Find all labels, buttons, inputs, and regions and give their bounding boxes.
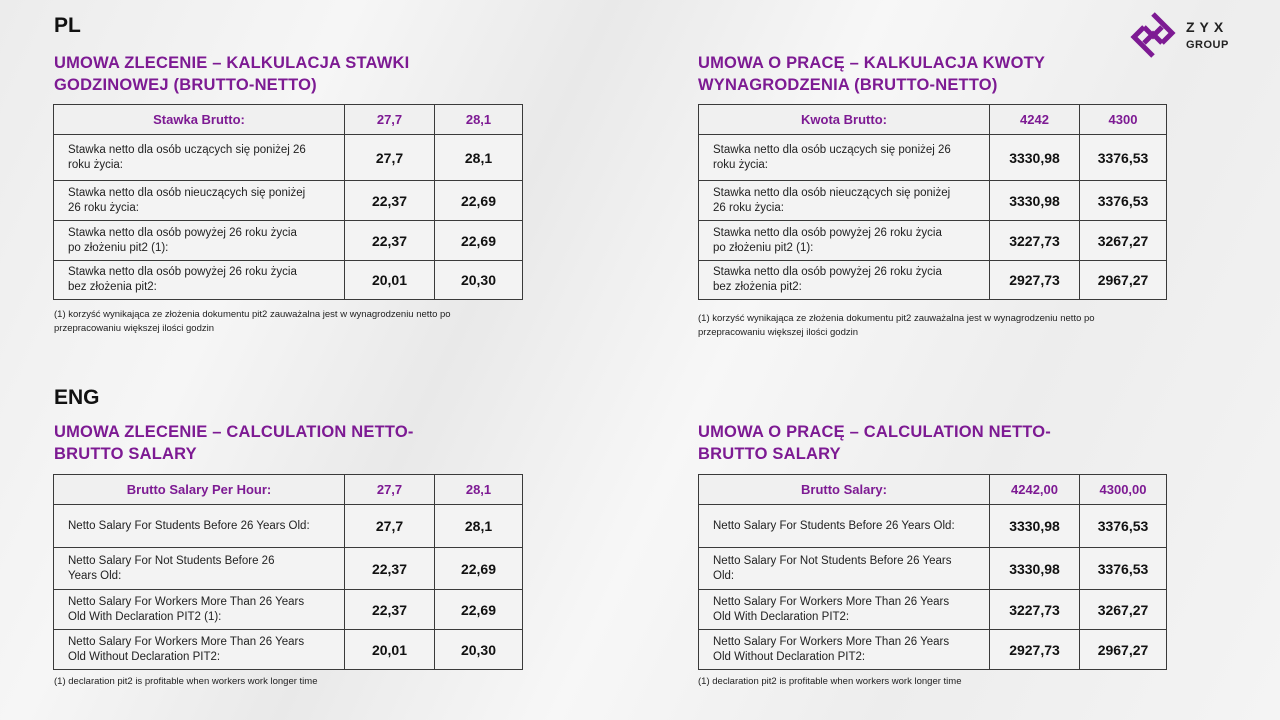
desc-line: Netto Salary For Workers More Than 26 Years [713, 595, 950, 608]
heading-line: WYNAGRODZENIA (BRUTTO-NETTO) [698, 76, 998, 94]
eng-right-heading [698, 421, 1051, 465]
header-value-2: 4300 [1080, 105, 1167, 135]
header-label: Brutto Salary Per Hour: [54, 475, 345, 505]
row-value-2: 20,30 [435, 261, 523, 300]
pl-section-label: PL [54, 14, 81, 37]
header-value-1: 4242,00 [990, 475, 1080, 505]
eng-section-label: ENG [54, 386, 100, 409]
note-line: przepracowaniu większej ilości godzin [54, 323, 214, 334]
row-value-1: 3227,73 [990, 590, 1080, 630]
row-value-2: 3376,53 [1080, 505, 1167, 548]
note-line: (1) korzyść wynikająca ze złożenia dokumentu pit2 zauważalna jest w wynagrodzeniu netto po [698, 313, 1095, 324]
heading-line: BRUTTO SALARY [698, 445, 841, 463]
row-value-1: 22,37 [345, 548, 435, 590]
desc-line: Stawka netto dla osób powyżej 26 roku życia [713, 266, 942, 278]
desc-line: Stawka netto dla osób powyżej 26 roku życia [713, 226, 942, 239]
desc-line: 26 roku życia: [68, 201, 139, 214]
desc-line: Old: [713, 569, 735, 582]
table-row [699, 221, 1167, 261]
pl-left-heading [54, 52, 409, 96]
row-value-2: 22,69 [435, 181, 523, 221]
table-header-row [699, 105, 1167, 135]
heading-line: UMOWA ZLECENIE – CALCULATION NETTO- [54, 423, 414, 441]
desc-line: Years Old: [68, 569, 122, 582]
pl-right-footnote [698, 312, 1095, 340]
row-description [54, 181, 345, 221]
eng-left-footnote [54, 675, 317, 689]
row-description [699, 181, 990, 221]
desc-line: bez złożenia pit2: [68, 281, 157, 293]
table-row [54, 261, 523, 300]
table-header-row [699, 475, 1167, 505]
desc-line: Stawka netto dla osób uczących się poniżej 26 [713, 143, 951, 156]
desc-line: Stawka netto dla osób powyżej 26 roku życia [68, 266, 297, 278]
header-label: Brutto Salary: [699, 475, 990, 505]
table-row [699, 590, 1167, 630]
row-description [699, 630, 990, 670]
table-row [699, 181, 1167, 221]
eng-umowa-zlecenie-table [53, 474, 523, 670]
row-value-2: 3267,27 [1080, 221, 1167, 261]
row-value-1: 22,37 [345, 181, 435, 221]
desc-line: po złożeniu pit2 (1): [68, 241, 169, 254]
row-value-2: 3376,53 [1080, 548, 1167, 590]
heading-line: UMOWA ZLECENIE – KALKULACJA STAWKI [54, 54, 410, 72]
desc-line: Netto Salary For Not Students Before 26 Years [713, 554, 952, 567]
row-value-1: 3330,98 [990, 181, 1080, 221]
row-value-2: 3376,53 [1080, 181, 1167, 221]
header-label: Kwota Brutto: [699, 105, 990, 135]
row-description [699, 505, 990, 548]
row-description [699, 135, 990, 181]
header-value-1: 4242 [990, 105, 1080, 135]
header-value-1: 27,7 [345, 105, 435, 135]
note-line: (1) declaration pit2 is profitable when workers work longer time [698, 676, 962, 687]
row-value-1: 22,37 [345, 221, 435, 261]
heading-line: UMOWA O PRACĘ – CALCULATION NETTO- [698, 423, 1051, 441]
row-description [54, 221, 345, 261]
table-row [699, 505, 1167, 548]
desc-line: roku życia: [713, 158, 768, 171]
zyx-logo-icon [1128, 10, 1178, 60]
table-row [699, 630, 1167, 670]
row-value-2: 20,30 [435, 630, 523, 670]
desc-line: Stawka netto dla osób nieuczących się poniżej [68, 186, 306, 199]
row-description [699, 548, 990, 590]
pl-left-footnote [54, 308, 451, 336]
desc-line: Old Without Declaration PIT2: [713, 650, 866, 663]
desc-line: roku życia: [68, 158, 123, 171]
desc-line: Old With Declaration PIT2 (1): [68, 610, 222, 623]
eng-left-heading [54, 421, 414, 465]
pl-umowa-zlecenie-table [53, 104, 523, 300]
row-value-1: 3330,98 [990, 505, 1080, 548]
row-value-2: 22,69 [435, 590, 523, 630]
table-row [54, 505, 523, 548]
heading-line: UMOWA O PRACĘ – KALKULACJA KWOTY [698, 54, 1046, 72]
note-line: (1) korzyść wynikająca ze złożenia dokumentu pit2 zauważalna jest w wynagrodzeniu netto po [54, 309, 451, 320]
heading-line: GODZINOWEJ (BRUTTO-NETTO) [54, 76, 317, 94]
row-value-2: 3376,53 [1080, 135, 1167, 181]
eng-right-footnote [698, 675, 961, 689]
row-value-2: 22,69 [435, 548, 523, 590]
row-description [54, 590, 345, 630]
table-header-row [54, 475, 523, 505]
desc-line: Netto Salary For Workers More Than 26 Years [68, 595, 305, 608]
desc-line: 26 roku życia: [713, 201, 784, 214]
desc-line: po złożeniu pit2 (1): [713, 241, 814, 254]
row-value-1: 2927,73 [990, 630, 1080, 670]
row-description [54, 630, 345, 670]
row-value-1: 3227,73 [990, 221, 1080, 261]
row-description [699, 590, 990, 630]
table-row [54, 181, 523, 221]
row-description [54, 261, 345, 300]
desc-line: Netto Salary For Students Before 26 Years Old: [68, 519, 310, 532]
desc-line: Stawka netto dla osób uczących się poniżej 26 [68, 143, 306, 156]
row-value-1: 27,7 [345, 505, 435, 548]
table-row [54, 548, 523, 590]
row-value-1: 27,7 [345, 135, 435, 181]
row-description [54, 505, 345, 548]
table-row [54, 590, 523, 630]
row-description [699, 221, 990, 261]
row-value-2: 28,1 [435, 135, 523, 181]
table-header-row [54, 105, 523, 135]
row-value-1: 20,01 [345, 261, 435, 300]
desc-line: Old With Declaration PIT2: [713, 610, 850, 623]
desc-line: Stawka netto dla osób powyżej 26 roku życia [68, 226, 297, 239]
row-value-1: 22,37 [345, 590, 435, 630]
row-description [54, 135, 345, 181]
pl-umowa-o-prace-table [698, 104, 1167, 300]
row-description [699, 261, 990, 300]
eng-umowa-o-prace-table [698, 474, 1167, 670]
header-value-2: 28,1 [435, 105, 523, 135]
header-value-2: 28,1 [435, 475, 523, 505]
note-line: (1) declaration pit2 is profitable when workers work longer time [54, 676, 318, 687]
logo-brand-text: ZYX [1186, 19, 1229, 35]
table-row [54, 221, 523, 261]
table-row [699, 261, 1167, 300]
row-value-1: 3330,98 [990, 135, 1080, 181]
table-row [54, 630, 523, 670]
desc-line: Netto Salary For Not Students Before 26 [68, 554, 275, 567]
header-label: Stawka Brutto: [54, 105, 345, 135]
pl-right-heading [698, 52, 1045, 96]
row-value-2: 22,69 [435, 221, 523, 261]
desc-line: Stawka netto dla osób nieuczących się poniżej [713, 186, 951, 199]
table-row [699, 135, 1167, 181]
row-value-2: 2967,27 [1080, 630, 1167, 670]
table-row [54, 135, 523, 181]
zyx-group-logo [1128, 10, 1238, 60]
logo-group-text: GROUP [1186, 39, 1229, 51]
desc-line: bez złożenia pit2: [713, 281, 802, 293]
desc-line: Netto Salary For Workers More Than 26 Years [68, 635, 305, 648]
header-value-2: 4300,00 [1080, 475, 1167, 505]
row-value-2: 2967,27 [1080, 261, 1167, 300]
row-value-1: 3330,98 [990, 548, 1080, 590]
desc-line: Netto Salary For Students Before 26 Years Old: [713, 519, 955, 532]
note-line: przepracowaniu większej ilości godzin [698, 327, 858, 338]
header-value-1: 27,7 [345, 475, 435, 505]
row-value-2: 28,1 [435, 505, 523, 548]
desc-line: Old Without Declaration PIT2: [68, 650, 221, 663]
heading-line: BRUTTO SALARY [54, 445, 197, 463]
desc-line: Netto Salary For Workers More Than 26 Years [713, 635, 950, 648]
row-value-1: 20,01 [345, 630, 435, 670]
table-row [699, 548, 1167, 590]
row-value-1: 2927,73 [990, 261, 1080, 300]
row-description [54, 548, 345, 590]
row-value-2: 3267,27 [1080, 590, 1167, 630]
